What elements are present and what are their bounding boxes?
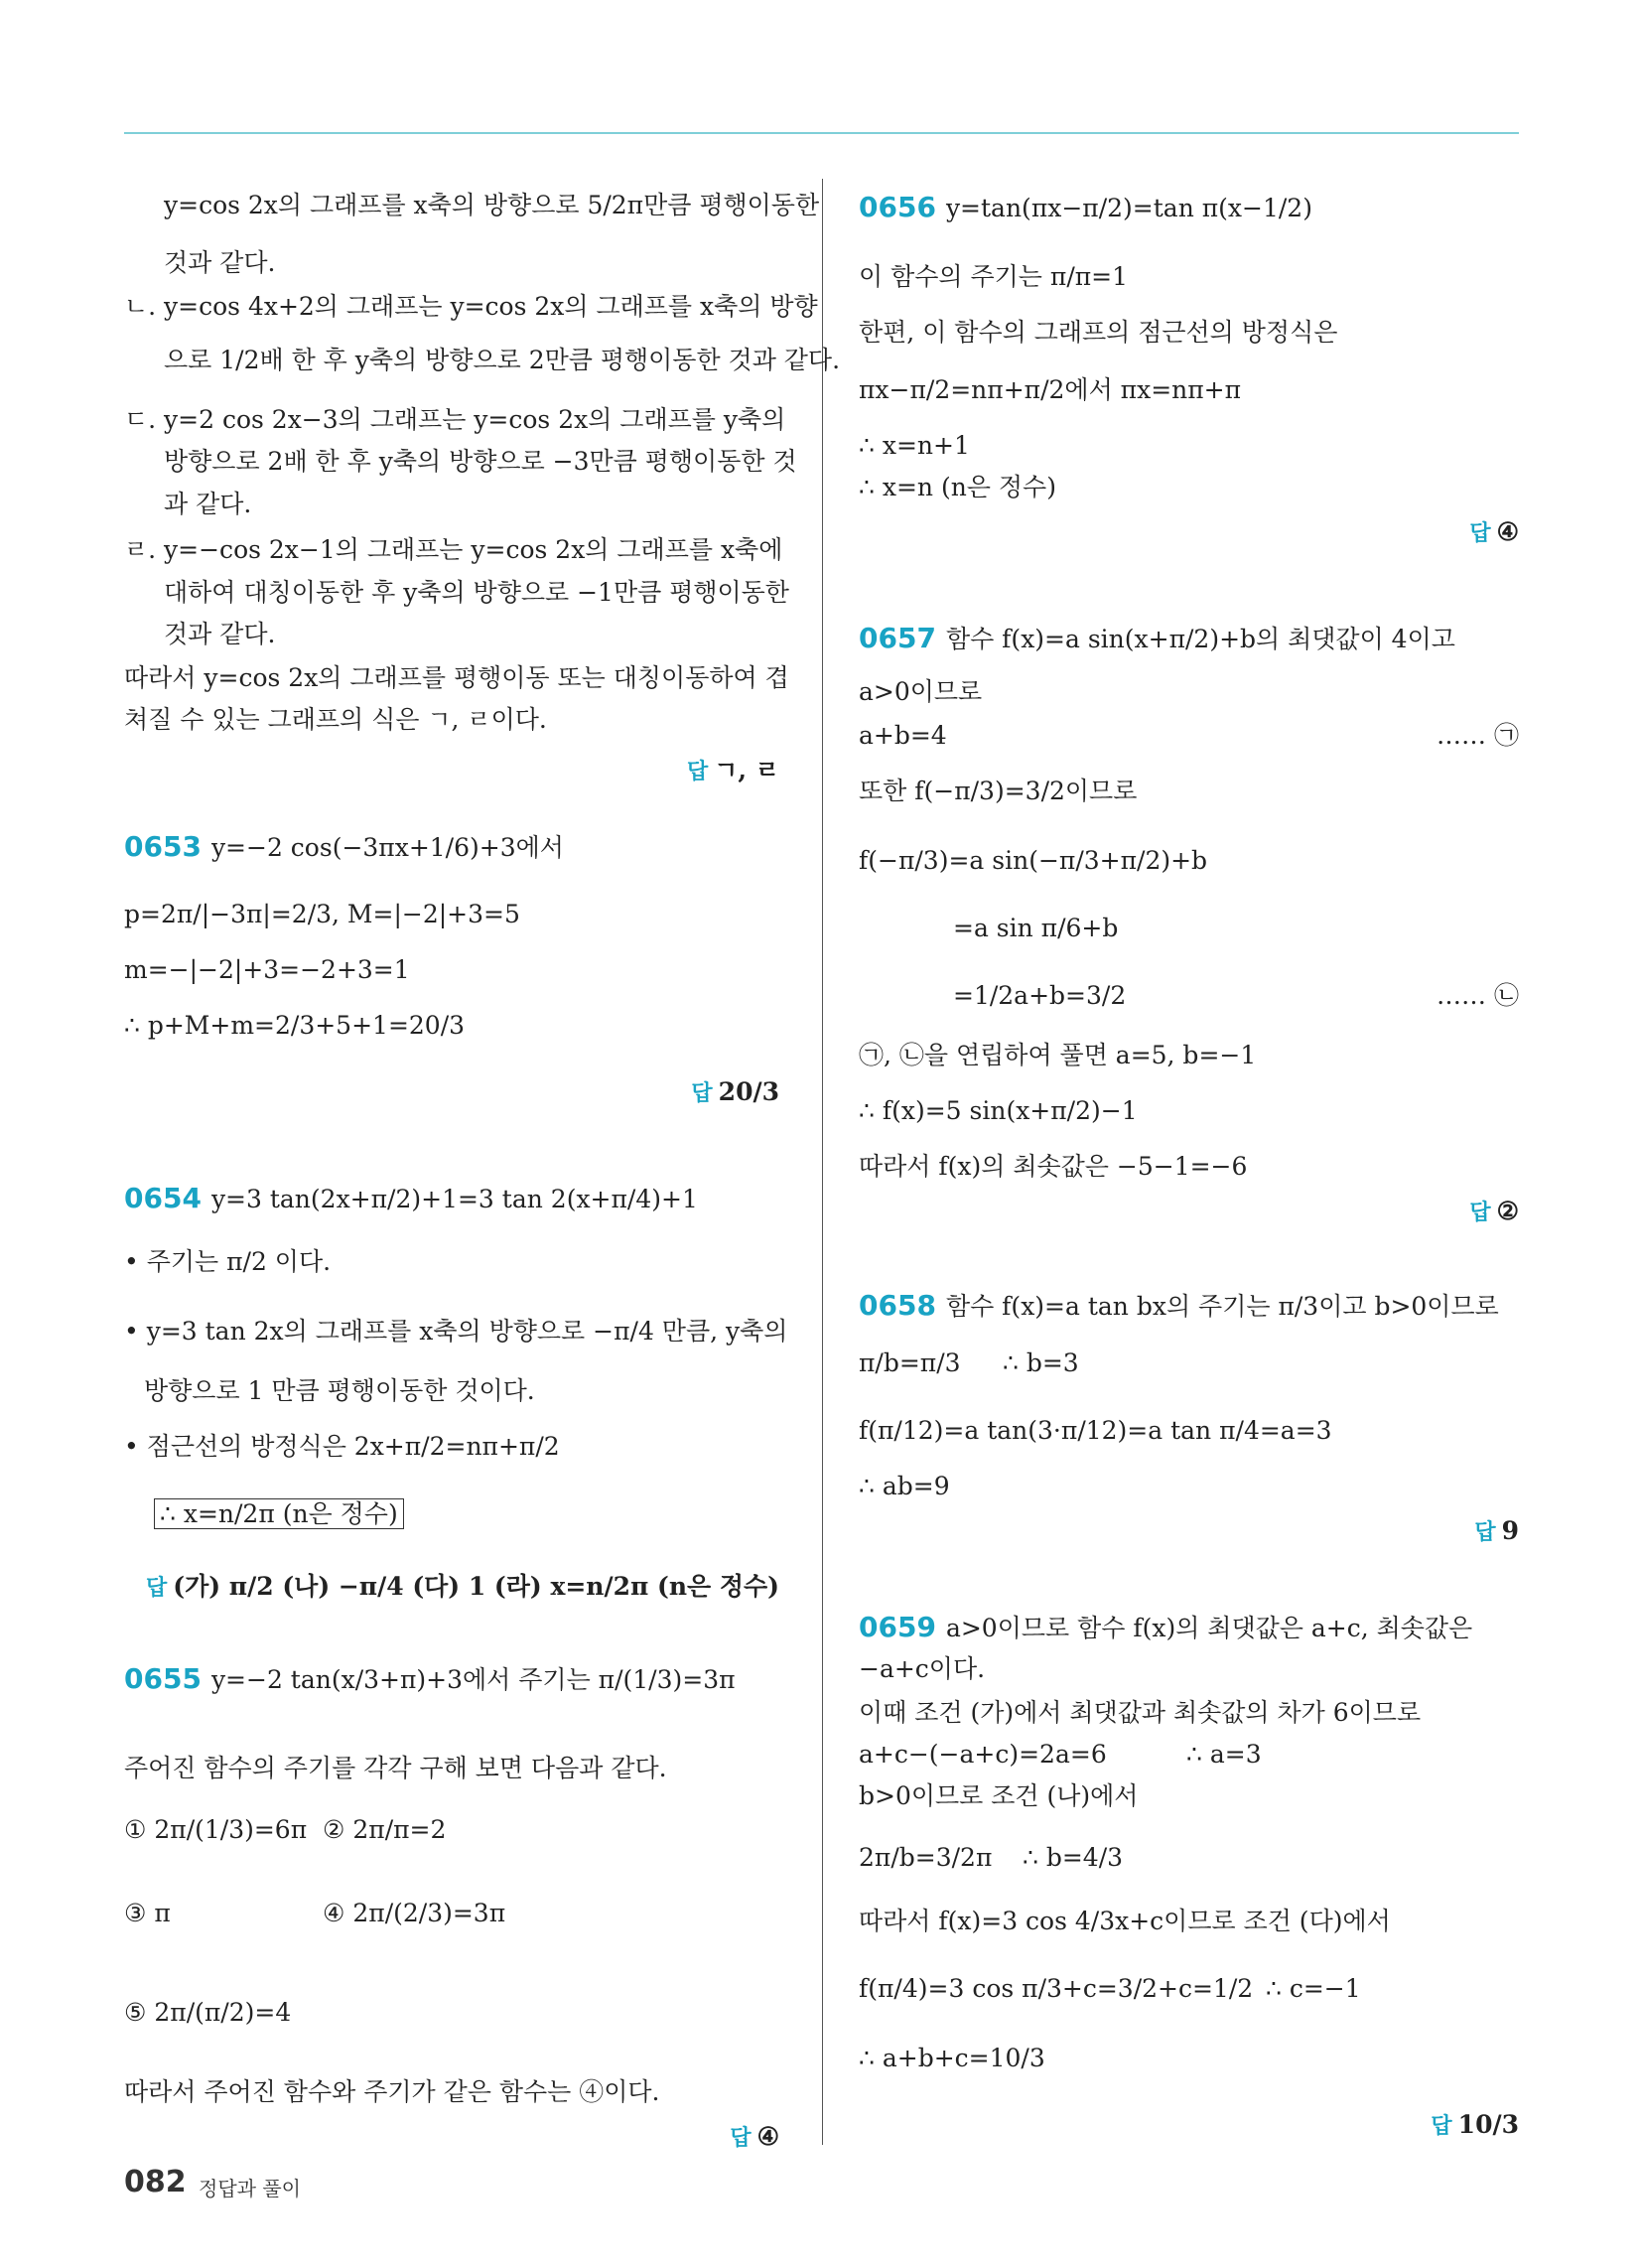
choice-5: ⑤ 2π/(π/2)=4 [124,1998,292,2027]
text-line: ∴ b=3 [1003,1348,1079,1377]
text-line: =a sin π/6+b [953,914,1119,942]
problem-0659-head [859,1611,1472,1645]
text-line: 2π/b=3/2π [859,1843,993,1872]
text-line: 방향으로 2배 한 후 y축의 방향으로 −3만큼 평행이동한 것 [164,447,797,476]
footer-label: 정답과 풀이 [199,2177,301,2200]
choice-4: ④ 2π/(2/3)=3π [323,1899,506,1927]
text-line: 과 같다. [164,490,252,518]
text-line: y=tan(πx−π/2)=tan π(x−1/2) [945,194,1312,222]
answer-line [1469,516,1519,547]
text-line: 함수 f(x)=a tan bx의 주기는 π/3이고 b>0이므로 [945,1292,1499,1321]
answer-value: ④ [756,2122,779,2151]
answer-line [730,2121,779,2152]
text-line: 따라서 주어진 함수와 주기가 같은 함수는 ④이다. [124,2077,660,2106]
answer-value: ㄱ, ㄹ [714,756,779,784]
answer-value: 9 [1501,1516,1519,1545]
text-line: • y=3 tan 2x의 그래프를 x축의 방향으로 −π/4 만큼, y축의 [124,1317,788,1346]
problem-0655-head [124,1662,736,1697]
text-line: π/b=π/3 [859,1348,961,1377]
answer-line [1431,2109,1519,2140]
text-line: =1/2a+b=3/2 [953,981,1127,1010]
text-line: y=−2 cos(−3πx+1/6)+3에서 [210,833,564,862]
text-line: 이때 조건 (가)에서 최댓값과 최솟값의 차가 6이므로 [859,1698,1422,1727]
text-line: • 점근선의 방정식은 2x+π/2=nπ+π/2 [124,1432,560,1461]
text-line: 방향으로 1 만큼 평행이동한 것이다. [144,1376,535,1405]
text-line: b>0이므로 조건 (나)에서 [859,1781,1139,1810]
choice-1: ① 2π/(1/3)=6π [124,1815,308,1844]
text-line: 대하여 대칭이동한 후 y축의 방향으로 −1만큼 평행이동한 [164,578,789,607]
text-line: • 주기는 π/2 이다. [124,1247,332,1276]
text-line: 또한 f(−π/3)=3/2이므로 [859,777,1138,805]
answer-value: 10/3 [1457,2110,1519,2139]
answer-line [146,1567,779,1603]
problem-number: 0656 [859,191,936,223]
problem-number: 0658 [859,1289,936,1322]
text-line: y=−2 tan(x/3+π)+3에서 주기는 π/(1/3)=3π [210,1665,736,1694]
text-line: ∴ x=n (n은 정수) [859,473,1056,501]
problem-0656-head [859,191,1312,225]
text-line: −a+c이다. [859,1654,986,1683]
text-line: ∴ p+M+m=2/3+5+1=20/3 [124,1011,466,1040]
text-line: 쳐질 수 있는 그래프의 식은 ㄱ, ㄹ이다. [124,705,547,734]
text-line: f(π/12)=a tan(3·π/12)=a tan π/4=a=3 [859,1416,1332,1445]
text-line: a+b=4 [859,721,947,750]
text-line: ㄴ. y=cos 4x+2의 그래프는 y=cos 2x의 그래프를 x축의 방향 [124,292,818,321]
text-line: ㉠, ㉡을 연립하여 풀면 a=5, b=−1 [859,1041,1257,1069]
answer-line [1469,1196,1519,1226]
problem-0654-head [124,1182,698,1216]
text-line: m=−|−2|+3=−2+3=1 [124,955,410,984]
answer-value: 20/3 [718,1077,779,1106]
header-rule [124,132,1519,134]
text-line: f(π/4)=3 cos π/3+c=3/2+c=1/2 [859,1974,1254,2003]
problem-0657-head [859,622,1455,656]
answer-label: 답 [146,1576,168,1601]
answer-label: 답 [1469,1201,1491,1225]
text-line: ㄹ. y=−cos 2x−1의 그래프는 y=cos 2x의 그래프를 x축에 [124,535,783,564]
answer-label: 답 [1431,2114,1452,2139]
text-line: πx−π/2=nπ+π/2에서 πx=nπ+π [859,375,1242,404]
text-line: y=cos 2x의 그래프를 x축의 방향으로 5/2π만큼 평행이동한 [164,191,820,219]
text-line: 주어진 함수의 주기를 각각 구해 보면 다음과 같다. [124,1754,667,1782]
answer-label: 답 [1469,521,1491,546]
answer-line [1474,1515,1519,1546]
text-line: 것과 같다. [164,248,276,277]
text-line: y=3 tan(2x+π/2)+1=3 tan 2(x+π/4)+1 [210,1185,698,1213]
text-line: ㄷ. y=2 cos 2x−3의 그래프는 y=cos 2x의 그래프를 y축의 [124,405,786,434]
choice-3: ③ π [124,1899,171,1927]
text-line: 이 함수의 주기는 π/π=1 [859,262,1129,291]
problem-number: 0654 [124,1182,202,1214]
problem-number: 0659 [859,1611,936,1643]
text-line: 따라서 y=cos 2x의 그래프를 평행이동 또는 대칭이동하여 겹 [124,663,789,692]
answer-line [687,751,779,786]
answer-label: 답 [730,2126,752,2151]
text-line: ∴ c=−1 [1266,1974,1361,2003]
equation-tag-1: …… ㉠ [1437,721,1519,750]
answer-value: (가) π/2 (나) −π/4 (다) 1 (라) x=n/2π (n은 정수) [173,1572,779,1601]
text-line: f(−π/3)=a sin(−π/3+π/2)+b [859,846,1208,875]
text-line: 따라서 f(x)의 최솟값은 −5−1=−6 [859,1152,1248,1181]
choice-2: ② 2π/π=2 [323,1815,447,1844]
problem-0658-head [859,1289,1499,1324]
text-line: a>0이므로 함수 f(x)의 최댓값은 a+c, 최솟값은 [945,1614,1473,1642]
page-number: 082 [124,2165,187,2199]
text-line: ∴ f(x)=5 sin(x+π/2)−1 [859,1096,1138,1125]
problem-number: 0655 [124,1662,202,1695]
text-line: ∴ a+b+c=10/3 [859,2044,1045,2072]
text-line: ∴ x=n+1 [859,431,970,460]
column-divider [822,179,823,2145]
text-line: ∴ ab=9 [859,1472,950,1500]
equation-tag-2: …… ㉡ [1437,981,1519,1010]
answer-label: 답 [687,760,709,784]
answer-value: ② [1496,1197,1519,1225]
text-line: 으로 1/2배 한 후 y축의 방향으로 2만큼 평행이동한 것과 같다. [164,346,841,374]
answer-label: 답 [1474,1520,1496,1545]
text-line: p=2π/|−3π|=2/3, M=|−2|+3=5 [124,900,520,928]
problem-number: 0653 [124,830,202,863]
text-line: ∴ b=4/3 [1023,1843,1124,1872]
text-line: 따라서 f(x)=3 cos 4/3x+c이므로 조건 (다)에서 [859,1907,1391,1935]
text-line: a+c−(−a+c)=2a=6 [859,1740,1107,1769]
boxed-answer: ∴ x=n/2π (n은 정수) [154,1498,404,1529]
text-line: a>0이므로 [859,677,983,706]
answer-line [691,1076,779,1107]
text-line: 한편, 이 함수의 그래프의 점근선의 방정식은 [859,318,1338,347]
problem-0653-head [124,830,564,865]
answer-value: ④ [1496,517,1519,546]
text-line: 함수 f(x)=a sin(x+π/2)+b의 최댓값이 4이고 [945,625,1455,653]
problem-number: 0657 [859,622,936,654]
text-line: ∴ a=3 [1186,1740,1262,1769]
text-line [154,1497,404,1531]
text-line: 것과 같다. [164,620,276,648]
answer-label: 답 [691,1081,713,1106]
